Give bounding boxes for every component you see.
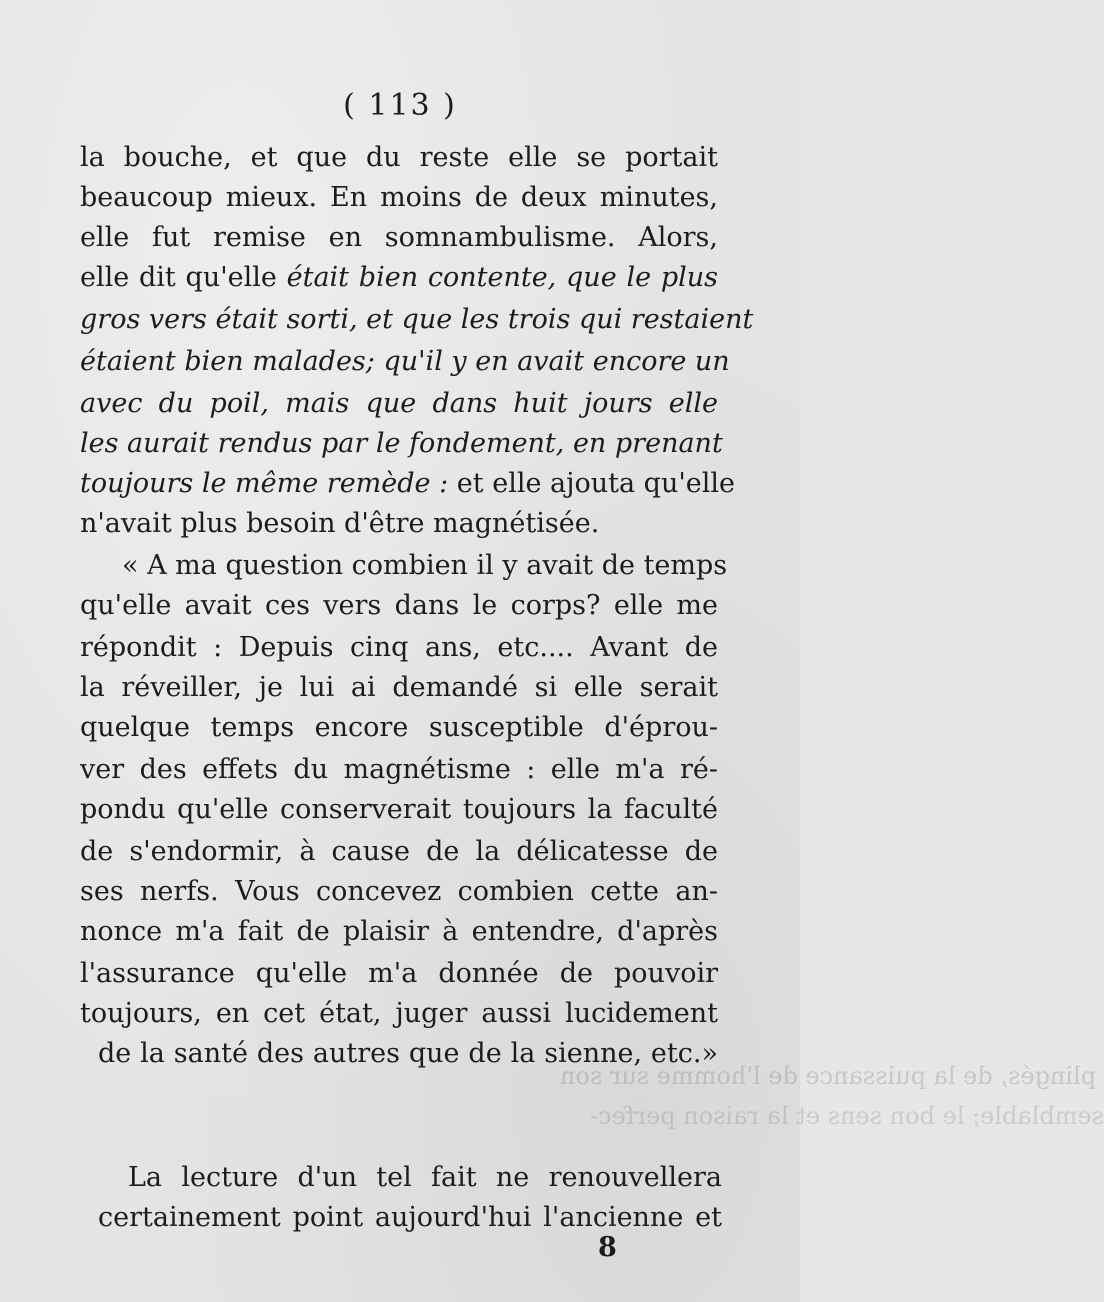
text-line: ses nerfs. Vous concevez combien cette an- [80, 876, 718, 907]
text-line: répondit : Depuis cinq ans, etc.... Avant de [80, 632, 718, 663]
text-line: la bouche, et que du reste elle se portait [80, 142, 718, 173]
italic-text-run: toujours le même remède : [80, 468, 449, 499]
page-number: ( 113 ) [343, 88, 457, 123]
text-line: de la santé des autres que de la sienne, etc.» [98, 1038, 718, 1069]
text-line: gros vers était sorti, et que les trois qui restaient [80, 304, 754, 335]
text-line: elle fut remise en somnambulisme. Alors, [80, 222, 718, 253]
text-line: la réveiller, je lui ai demandé si elle serait [80, 672, 718, 703]
italic-text-run: était bien contente, que le plus [286, 262, 718, 293]
text-line [80, 464, 735, 504]
text-line: « A ma question combien il y avait de temps [122, 550, 728, 581]
bleed-through-line: semblable; le bon sens et la raison perfec- [590, 1102, 1104, 1130]
text-line: qu'elle avait ces vers dans le corps? elle me [80, 590, 718, 621]
text-run: et elle ajouta qu'elle [448, 468, 735, 499]
text-line: beaucoup mieux. En moins de deux minutes, [80, 182, 718, 213]
text-line: certainement point aujourd'hui l'ancienne et [98, 1202, 722, 1233]
text-line: avec du poil, mais que dans huit jours elle [80, 388, 718, 419]
text-line [80, 258, 718, 298]
bleed-through-line: plingés, de la puissance de l'homme sur son [560, 1062, 1097, 1090]
text-line: toujours, en cet état, juger aussi lucidement [80, 998, 718, 1029]
text-line: n'avait plus besoin d'être magnétisée. [80, 508, 600, 539]
signature-mark: 8 [598, 1232, 617, 1263]
text-run: elle dit qu'elle [80, 262, 287, 293]
text-line: étaient bien malades; qu'il y en avait encore un [80, 346, 730, 377]
text-line: La lecture d'un tel fait ne renouvellera [128, 1162, 722, 1193]
text-line: de s'endormir, à cause de la délicatesse de [80, 836, 718, 867]
text-line: les aurait rendus par le fondement, en prenant [80, 428, 723, 459]
text-line: ver des effets du magnétisme : elle m'a ré- [80, 754, 718, 785]
text-line: l'assurance qu'elle m'a donnée de pouvoir [80, 958, 718, 989]
text-line: nonce m'a fait de plaisir à entendre, d'après [80, 916, 718, 947]
text-line: pondu qu'elle conserverait toujours la faculté [80, 794, 718, 825]
text-line: quelque temps encore susceptible d'éprou- [80, 712, 718, 743]
